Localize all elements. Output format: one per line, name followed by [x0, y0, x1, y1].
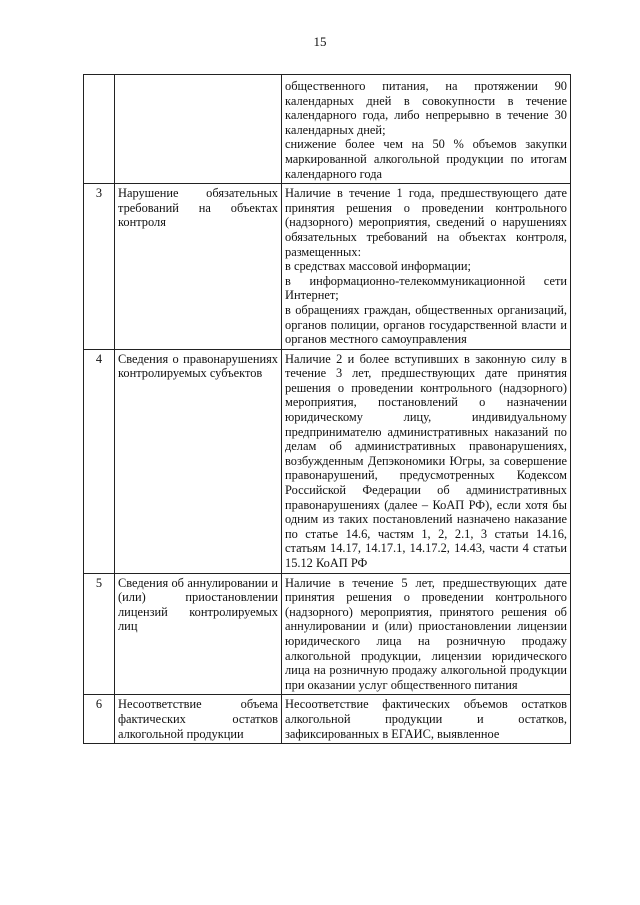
description-paragraph: Наличие в течение 1 года, предшествующего дате принятия решения о проведении контрольного (надзорного) мероприятия, сведений о нарушениях обязательных требований на объектах контроля, размещенных:: [285, 186, 567, 259]
row-number: 6: [84, 695, 115, 744]
criterion-description: [282, 349, 571, 573]
description-paragraph: Наличие 2 и более вступивших в законную силу в течение 3 лет, предшествующих дате принятия решения о проведении контрольного (надзорного) мероприятия, постановлений о назначении юридическому лицу, индивидуальному предпринимателю административных наказаний по делам об административных правонарушениях, возбужденным Депэкономики Югры, за совершение правонарушений, предусмотренных Кодексом Российской Федерации об административных правонарушениях (далее – КоАП РФ), если хотя бы одним из таких постановлений назначено наказание по статье 14.6, частям 1, 2, 2.1, 3 статьи 14.16, статьям 14.17, 14.17.1, 14.17.2, 14.43, части 4 статьи 15.12 КоАП РФ: [285, 351, 567, 570]
criterion-description: [282, 184, 571, 350]
description-paragraph: в средствах массовой информации;: [285, 259, 471, 274]
page-number: 15: [313, 34, 327, 49]
table-row: [84, 695, 571, 744]
description-paragraph: снижение более чем на 50 % объемов закупки маркированной алкогольной продукции по итогам календарного года: [285, 137, 567, 181]
row-number: 4: [84, 349, 115, 573]
description-paragraph: в информационно-телекоммуникационной сети Интернет;: [285, 273, 567, 303]
criterion-name: Сведения о правонарушениях контролируемых субъектов: [115, 349, 282, 573]
criterion-description: [282, 695, 571, 744]
criterion-name: Нарушение обязательных требований на объектах контроля: [115, 184, 282, 350]
criterion-name: [115, 75, 282, 184]
row-number: 3: [84, 184, 115, 350]
table-row: [84, 573, 571, 695]
criterion-name: Сведения об аннулировании и (или) приостановлении лицензий контролируемых лиц: [115, 573, 282, 695]
criteria-table: [83, 74, 571, 744]
description-paragraph: Наличие в течение 5 лет, предшествующих дате принятия решения о проведении контрольного (надзорного) мероприятия, принятого решения об аннулировании и (или) приостановлении лицензии юридического лица на розничную продажу алкогольной продукции, лицензии юридического лица на розничную продажу алкогольной продукции при оказании услуг общественного питания: [285, 575, 567, 692]
criterion-description: [282, 75, 571, 184]
criterion-name: Несоответствие объема фактических остатков алкогольной продукции: [115, 695, 282, 744]
row-number: [84, 75, 115, 184]
table-row: [84, 184, 571, 350]
row-number: 5: [84, 573, 115, 695]
table-row: [84, 75, 571, 184]
description-paragraph: общественного питания, на протяжении 90 календарных дней в совокупности в течение календарного года, либо непрерывно в течение 30 календарных дней;: [285, 79, 567, 137]
table-row: [84, 349, 571, 573]
description-paragraph: Несоответствие фактических объемов остатков алкогольной продукции и остатков, зафиксированных в ЕГАИС, выявленное: [285, 697, 567, 741]
description-paragraph: в обращениях граждан, общественных организаций, органов полиции, органов государственной власти и органов местного самоуправления: [285, 302, 567, 347]
criterion-description: [282, 573, 571, 695]
